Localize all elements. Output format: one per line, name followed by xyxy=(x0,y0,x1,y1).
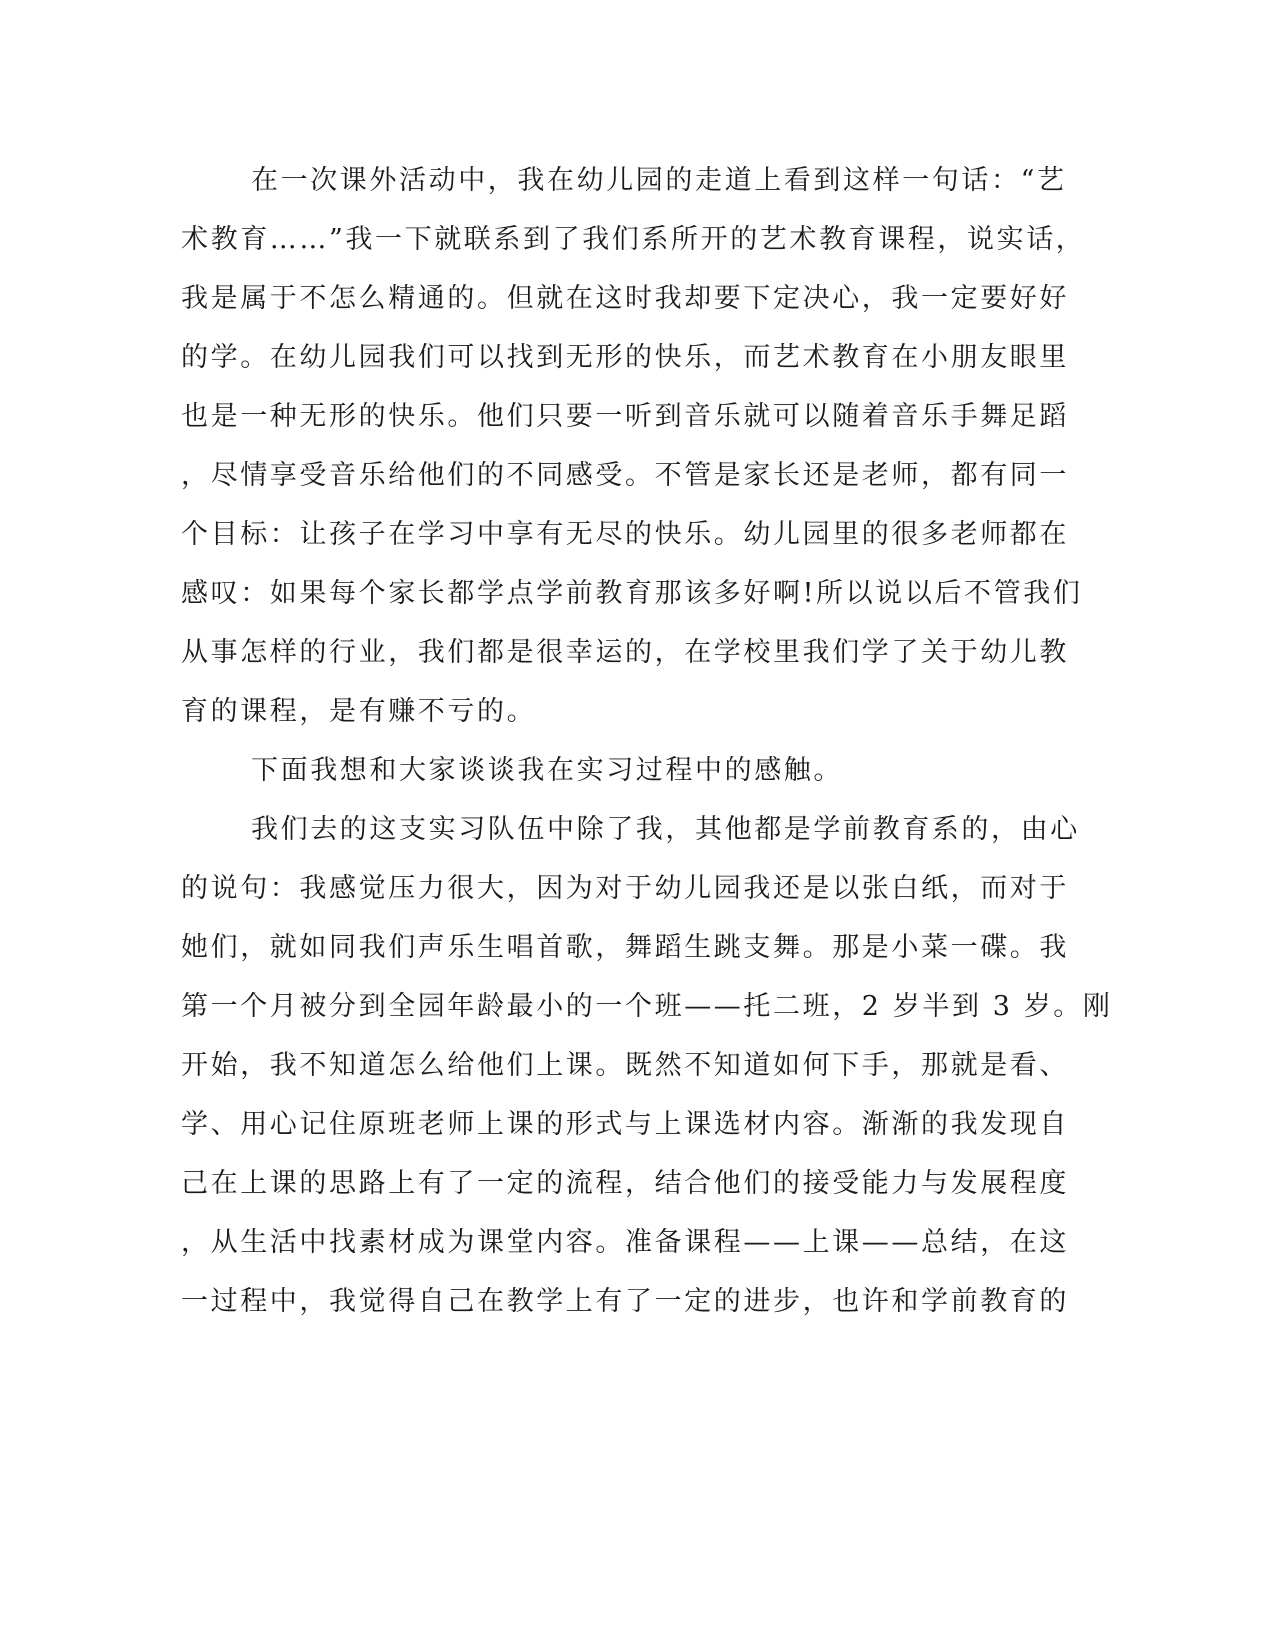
text-line: 在一次课外活动中，我在幼儿园的走道上看到这样一句话：“艺 xyxy=(251,165,1067,196)
text-line: 开始，我不知道怎么给他们上课。既然不知道如何下手，那就是看、 xyxy=(181,1050,1069,1081)
text-line: 一过程中，我觉得自己在教学上有了一定的进步，也许和学前教育的 xyxy=(181,1286,1069,1317)
text-line: 育的课程，是有赚不亏的。 xyxy=(181,696,537,727)
text-line: 第一个月被分到全园年龄最小的一个班——托二班，2 岁半到 3 岁。刚 xyxy=(181,991,1113,1022)
text-line: 下面我想和大家谈谈我在实习过程中的感触。 xyxy=(251,755,843,786)
text-line: 我们去的这支实习队伍中除了我，其他都是学前教育系的，由心 xyxy=(251,814,1080,845)
text-line: 的学。在幼儿园我们可以找到无形的快乐，而艺术教育在小朋友眼里 xyxy=(181,342,1069,373)
text-line: 学、用心记住原班老师上课的形式与上课选材内容。渐渐的我发现自 xyxy=(181,1109,1069,1140)
text-line: 的说句：我感觉压力很大，因为对于幼儿园我还是以张白纸，而对于 xyxy=(181,873,1069,904)
text-line: 个目标：让孩子在学习中享有无尽的快乐。幼儿园里的很多老师都在 xyxy=(181,519,1069,550)
text-line: 她们，就如同我们声乐生唱首歌，舞蹈生跳支舞。那是小菜一碟。我 xyxy=(181,932,1069,963)
text-line: 我是属于不怎么精通的。但就在这时我却要下定决心，我一定要好好 xyxy=(181,283,1069,314)
text-line: 从事怎样的行业，我们都是很幸运的，在学校里我们学了关于幼儿教 xyxy=(181,637,1069,668)
text-line: 己在上课的思路上有了一定的流程，结合他们的接受能力与发展程度 xyxy=(181,1168,1069,1199)
text-line: 术教育……”我一下就联系到了我们系所开的艺术教育课程，说实话， xyxy=(181,224,1086,255)
text-line: ，从生活中找素材成为课堂内容。准备课程——上课——总结，在这 xyxy=(181,1227,1069,1258)
text-line: 也是一种无形的快乐。他们只要一听到音乐就可以随着音乐手舞足蹈 xyxy=(181,401,1069,432)
text-line: ，尽情享受音乐给他们的不同感受。不管是家长还是老师，都有同一 xyxy=(181,460,1069,491)
text-line: 感叹：如果每个家长都学点学前教育那该多好啊!所以说以后不管我们 xyxy=(181,578,1083,609)
